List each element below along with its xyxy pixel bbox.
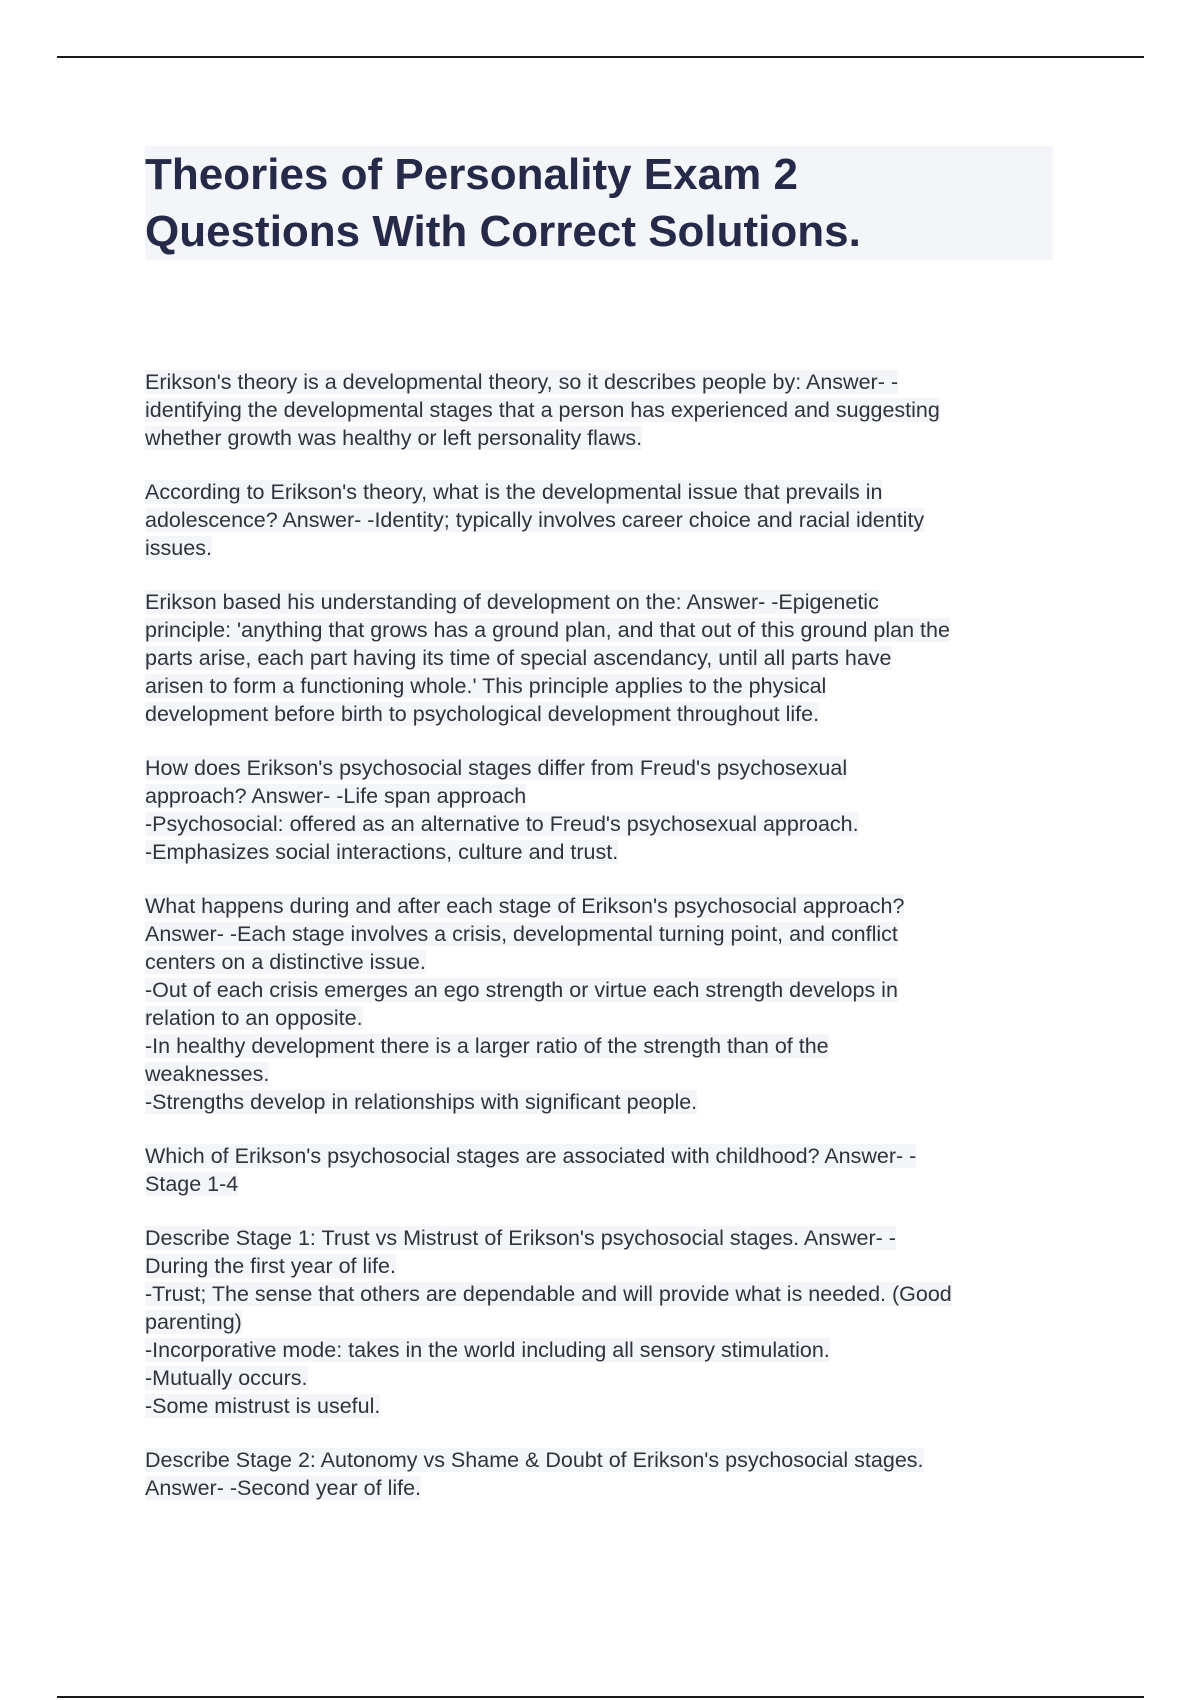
title-line: Questions With Correct Solutions.	[145, 207, 861, 256]
text-line: identifying the developmental stages that a person has experienced and suggesting	[145, 398, 940, 422]
qa-item	[145, 754, 1065, 866]
text-line: -In healthy development there is a larger ratio of the strength than of the	[145, 1034, 829, 1058]
document-title	[145, 146, 1053, 260]
text-line: -Trust; The sense that others are dependable and will provide what is needed. (Good	[145, 1282, 952, 1306]
text-line: approach? Answer- -Life span approach	[145, 784, 527, 808]
text-line: -Psychosocial: offered as an alternative to Freud's psychosexual approach.	[145, 812, 859, 836]
title-line: Theories of Personality Exam 2	[145, 150, 798, 199]
text-line: -Strengths develop in relationships with significant people.	[145, 1090, 698, 1114]
text-line: relation to an opposite.	[145, 1006, 363, 1030]
text-line: adolescence? Answer- -Identity; typically involves career choice and racial identity	[145, 508, 925, 532]
text-line: -Some mistrust is useful.	[145, 1394, 381, 1418]
qa-item	[145, 368, 1065, 452]
text-line: Answer- -Second year of life.	[145, 1476, 422, 1500]
text-line: principle: 'anything that grows has a ground plan, and that out of this ground plan the	[145, 618, 950, 642]
text-line: How does Erikson's psychosocial stages differ from Freud's psychosexual	[145, 756, 848, 780]
text-line: Describe Stage 2: Autonomy vs Shame & Doubt of Erikson's psychosocial stages.	[145, 1448, 924, 1472]
text-line: -Mutually occurs.	[145, 1366, 308, 1390]
text-line: Answer- -Each stage involves a crisis, developmental turning point, and conflict	[145, 922, 898, 946]
header-rule	[57, 56, 1144, 58]
text-line: Erikson based his understanding of development on the: Answer- -Epigenetic	[145, 590, 879, 614]
text-line: -Out of each crisis emerges an ego strength or virtue each strength develops in	[145, 978, 898, 1002]
text-line: During the first year of life.	[145, 1254, 396, 1278]
text-line: weaknesses.	[145, 1062, 270, 1086]
text-line: Erikson's theory is a developmental theory, so it describes people by: Answer- -	[145, 370, 898, 394]
text-line: -Emphasizes social interactions, culture and trust.	[145, 840, 619, 864]
qa-item	[145, 1446, 1065, 1502]
text-line: What happens during and after each stage of Erikson's psychosocial approach?	[145, 894, 905, 918]
qa-item	[145, 1142, 1065, 1198]
footer-rule	[57, 1696, 1144, 1698]
text-line: whether growth was healthy or left personality flaws.	[145, 426, 643, 450]
text-line: parenting)	[145, 1310, 242, 1334]
qa-item	[145, 588, 1065, 728]
text-line: parts arise, each part having its time of special ascendancy, until all parts have	[145, 646, 892, 670]
qa-item	[145, 478, 1065, 562]
qa-list	[145, 368, 1065, 1528]
text-line: Which of Erikson's psychosocial stages are associated with childhood? Answer- -	[145, 1144, 917, 1168]
text-line: Describe Stage 1: Trust vs Mistrust of Erikson's psychosocial stages. Answer- -	[145, 1226, 896, 1250]
text-line: -Incorporative mode: takes in the world including all sensory stimulation.	[145, 1338, 830, 1362]
text-line: development before birth to psychological development throughout life.	[145, 702, 820, 726]
text-line: arisen to form a functioning whole.' This principle applies to the physical	[145, 674, 827, 698]
text-line: Stage 1-4	[145, 1172, 239, 1196]
text-line: centers on a distinctive issue.	[145, 950, 426, 974]
qa-item	[145, 1224, 1065, 1420]
qa-item	[145, 892, 1065, 1116]
text-line: issues.	[145, 536, 212, 560]
text-line: According to Erikson's theory, what is the developmental issue that prevails in	[145, 480, 883, 504]
